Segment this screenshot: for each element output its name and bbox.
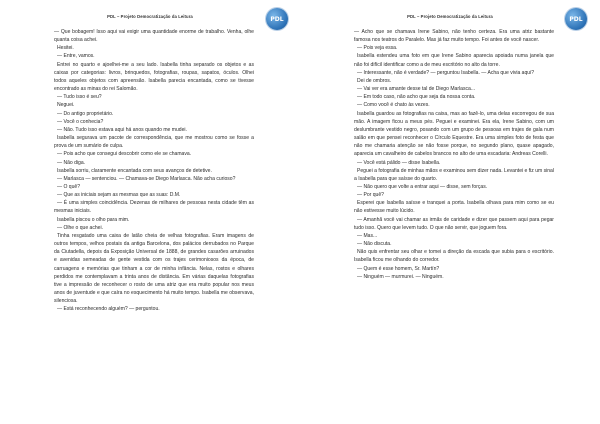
paragraph: Não quis enfrentar seu olhar e tomei a direção da escada que subia para o escritório. Isabella ficou me olhando do corredor. <box>354 249 554 264</box>
paragraph: — Você o conhecia? <box>57 118 104 125</box>
paragraph: — Pois acho que consegui descobrir como ele se chamava. <box>57 151 192 158</box>
paragraph: — Olhe o que achei. <box>57 224 104 231</box>
logo-text: PDL <box>569 15 583 23</box>
paragraph: — Por quê? <box>357 192 384 199</box>
paragraph: — Como você é chato às vezes. <box>357 102 430 109</box>
paragraph: — Marlasca — sentenciou. — Chamava-se Diego Marlasca. Não acha curioso? <box>57 175 236 182</box>
paragraph: — Tudo isso é seu? <box>57 94 102 101</box>
paragraph: — Entre, vamos. <box>57 53 95 60</box>
paragraph: Entrei no quarto e ajoelhei-me a seu lado. Isabella tinha separado os objetos e as caixas por categorias: livros, brinquedos, fotografias, roupas, sapatos, óculos. Olhei todos aqueles objetos com apreensão. Isabella parecia encantada, como se tivesse encontrado as minas do rei Salomão. <box>54 61 254 93</box>
paragraph: — Ninguém — murmurei. — Ninguém. <box>357 273 444 280</box>
right-page-text <box>354 28 554 281</box>
paragraph: — É uma simples coincidência. Dezenas de milhares de pessoas nesta cidade têm as mesmas iniciais. <box>54 200 254 215</box>
paragraph: Isabella estendeu uma foto em que Irene Sabino aparecia apoiada numa janela que não foi difícil identificar como a de meu escritório no alto da torre. <box>354 53 554 68</box>
paragraph: — Que bobagem! Isso aqui vai exigir uma quantidade enorme de trabalho. Venha, olhe quanta coisa achei. <box>54 29 254 44</box>
paragraph: Tinha resgatado uma caixa de latão cheia de velhas fotografias. Eram imagens de outros tempos, velhos postais da antiga Barcelona, dos palácios derrubados no Parque da Ciutadella, depois da Exposição Universal de 1888, de grandes casarões arruinados e avenidas semeadas de gente vestida com os trajes cerimoniosos da época, de carruagens e memórias que tinham a cor de minha infância. Nelas, rostos e olhares perdidos me contemplavam a trinta anos de distância. Em várias daquelas fotografias tive a impressão de reconhecer o rosto de uma atriz que era muito popular nos meus anos de juventude e que caíra no esquecimento há muito tempo. Isabella me observava, silenciosa. <box>54 232 254 305</box>
paragraph: Isabella piscou o olho para mim. <box>57 216 130 223</box>
pdl-logo <box>565 8 587 30</box>
paragraph: — Vai ver era amante desse tal de Diego Marlasca... <box>357 86 476 93</box>
paragraph: Peguei a fotografia de minhas mãos e examinou sem dizer nada. Levantei e fiz um sinal a Isabella para que saísse do quarto. <box>354 167 554 182</box>
page-header: PDL – Projeto Democratização da Leitura <box>107 14 193 19</box>
paragraph: Hesitei. <box>57 45 74 52</box>
paragraph: — Do antigo proprietário. <box>57 110 114 117</box>
left-page-text <box>54 28 254 313</box>
paragraph: — Mas... <box>357 232 378 239</box>
paragraph: — O quê? <box>57 183 81 190</box>
right-page <box>300 0 600 424</box>
paragraph: — Quem é esse homem, Sr. Martín? <box>357 265 440 272</box>
page-header: PDL – Projeto Democratização da Leitura <box>407 14 493 19</box>
logo-text: PDL <box>270 15 284 23</box>
paragraph: — Interessante, não é verdade? — perguntou Isabella. — Acha que vivia aqui? <box>357 69 535 76</box>
paragraph: Isabella segurava um pacote de correspondência, que me mostrou como se fosse a prova de um sumário de culpa. <box>54 135 254 150</box>
paragraph: — Não discuta. <box>357 241 392 248</box>
paragraph: — Não. Tudo isso estava aqui há anos quando me mudei. <box>57 126 187 133</box>
pdl-logo <box>266 8 288 30</box>
paragraph: — Amanhã você vai chamar as irmãs de caridade e dizer que passem aqui para pegar tudo isso. Quero que levem tudo. O que não servir, que joguem fora. <box>354 216 554 231</box>
paragraph: — Que as iniciais sejam as mesmas que as suas: D.M. <box>57 192 181 199</box>
paragraph: Neguei. <box>57 102 75 109</box>
paragraph: Isabella sorriu, claramente encantada com seus avanços de detetive. <box>57 167 212 174</box>
paragraph: Isabella guardou as fotografias na caixa, mas ao fazê-lo, uma delas escorregou de sua mão. A imagem ficou a meus pés. Peguei e examinei. Era ela, Irene Sabino, com um deslumbrante vestido negro, posando com um grupo de pessoas em trajes de gala num salão em que pensei reconhecer o Círculo Equestre. Era uma simples foto de festa que não me chamaria atenção se não fosse porque, no segundo plano, quase apagado, aparecia um cavalheiro de cabelos brancos no alto de uma escadaria: Andreas Corelli. <box>354 110 554 158</box>
paragraph: — Em todo caso, não acho que seja da nossa conta. <box>357 94 476 101</box>
paragraph: Dei de ombros. <box>357 77 392 84</box>
paragraph: — Você está pálido — disse Isabella. <box>357 159 441 166</box>
paragraph: — Não diga. <box>57 159 86 166</box>
paragraph: — Pois veja essa. <box>357 45 398 52</box>
paragraph: Esperei que Isabella saísse e tranquei a porta. Isabella olhava para mim como se eu não estivesse muito lúcido. <box>354 200 554 215</box>
paragraph: — Não quero que volte a entrar aqui — disse, sem forças. <box>357 183 488 190</box>
paragraph: — Acho que se chamava Irene Sabino, não tenho certeza. Era uma atriz bastante famosa nos teatros do Paralelo. Mas já faz muito tempo. Foi antes de você nascer. <box>354 29 554 44</box>
paragraph: — Está reconhecendo alguém? — perguntou. <box>57 306 160 313</box>
